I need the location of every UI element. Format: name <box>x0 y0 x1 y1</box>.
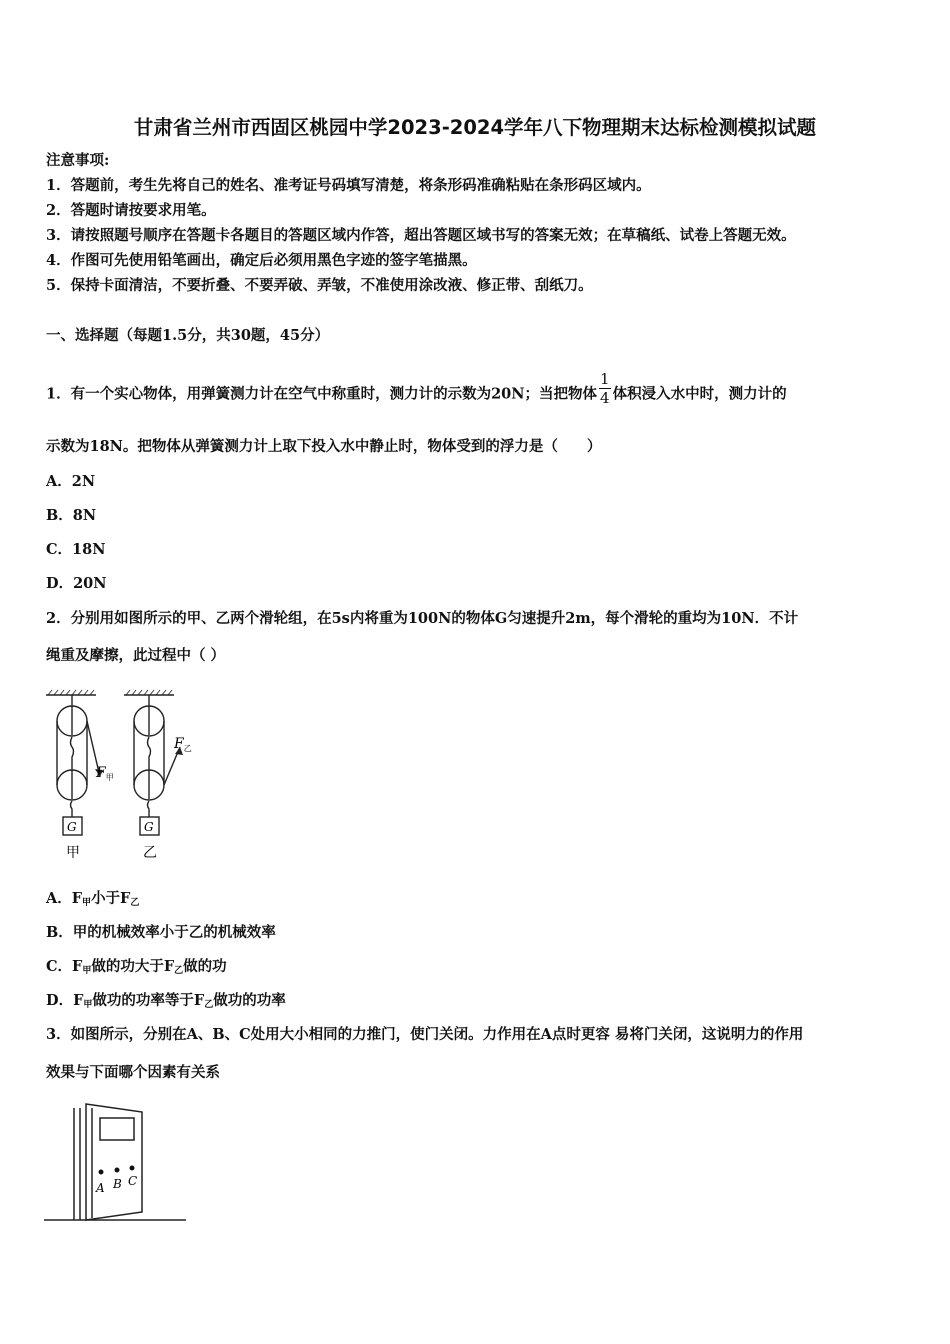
point-c <box>130 1166 135 1171</box>
section-heading: 一、选择题（每题1.5分，共30题，45分） <box>46 327 330 344</box>
question-2-line-1: 2．分别用如图所示的甲、乙两个滑轮组，在5s内将重为100N的物体G匀速提升2m，每个滑轮的重均为10N．不计 <box>46 610 799 627</box>
label-c: C <box>128 1174 138 1188</box>
figure-label-jia: 甲 <box>66 845 80 861</box>
force-label-right: $F_乙$ <box>174 736 192 753</box>
question-2-option-c: C．$F_甲$做的功大于$F_乙$做的功 <box>46 958 227 976</box>
question-1-text-b: 体积浸入水中时，测力计的 <box>612 385 787 403</box>
question-1-line-2: 示数为18N。把物体从弹簧测力计上取下投入水中静止时，物体受到的浮力是（ ） <box>46 438 602 455</box>
question-2-line-2: 绳重及摩擦，此过程中（ ） <box>46 647 226 664</box>
force-label-left: $F_甲$ <box>96 765 114 782</box>
ceiling-right-hatch <box>126 690 172 695</box>
question-1-option-b: B．8N <box>46 507 97 524</box>
question-1-line-1 <box>46 370 787 413</box>
pulley-figure <box>40 685 210 865</box>
fraction-denominator: 4 <box>600 389 610 407</box>
question-3-line-2: 效果与下面哪个因素有关系 <box>46 1064 220 1081</box>
block-label-left: G <box>67 820 77 834</box>
question-1-option-d: D．20N <box>46 575 107 592</box>
label-b: B <box>113 1177 122 1191</box>
label-a: A <box>96 1181 105 1195</box>
notice-item-5: 5．保持卡面清洁，不要折叠、不要弄破、弄皱，不准使用涂改液、修正带、刮纸刀。 <box>46 277 593 294</box>
door-window <box>100 1118 134 1140</box>
question-1-option-a: A．2N <box>46 473 96 490</box>
door-figure <box>44 1100 190 1226</box>
notice-item-1: 1．答题前，考生先将自己的姓名、准考证号码填写清楚，将条形码准确粘贴在条形码区域内。 <box>46 177 651 194</box>
fraction-numerator: 1 <box>600 370 610 388</box>
ceiling-left-hatch <box>48 690 94 695</box>
question-2-option-a: A．$F_甲$小于$F_乙$ <box>46 890 140 908</box>
page-title: 甘肃省兰州市西固区桃园中学2023-2024学年八下物理期末达标检测模拟试题 <box>133 116 817 139</box>
fraction-one-quarter <box>599 370 611 407</box>
notice-heading: 注意事项: <box>46 152 110 169</box>
notice-item-4: 4．作图可先使用铅笔画出，确定后必须用黑色字迹的签字笔描黑。 <box>46 252 477 269</box>
point-b <box>115 1168 120 1173</box>
question-1-option-c: C．18N <box>46 541 106 558</box>
question-2-option-d: D．$F_甲$做功的功率等于$F_乙$做功的功率 <box>46 992 286 1010</box>
notice-item-2: 2．答题时请按要求用笔。 <box>46 202 216 219</box>
point-a <box>99 1170 104 1175</box>
question-1-text-a: 1．有一个实心物体，用弹簧测力计在空气中称重时，测力计的示数为20N；当把物体 <box>46 385 598 403</box>
question-3-line-1: 3．如图所示，分别在A、B、C处用大小相同的力推门，使门关闭。力作用在A点时更容 易将门关闭，这说明力的作用 <box>46 1026 804 1043</box>
block-label-right: G <box>144 820 154 834</box>
question-2-option-b: B．甲的机械效率小于乙的机械效率 <box>46 924 276 941</box>
notice-item-3: 3．请按照题号顺序在答题卡各题目的答题区域内作答，超出答题区域书写的答案无效；在草稿纸、试卷上答题无效。 <box>46 227 796 244</box>
figure-label-yi: 乙 <box>143 845 157 861</box>
